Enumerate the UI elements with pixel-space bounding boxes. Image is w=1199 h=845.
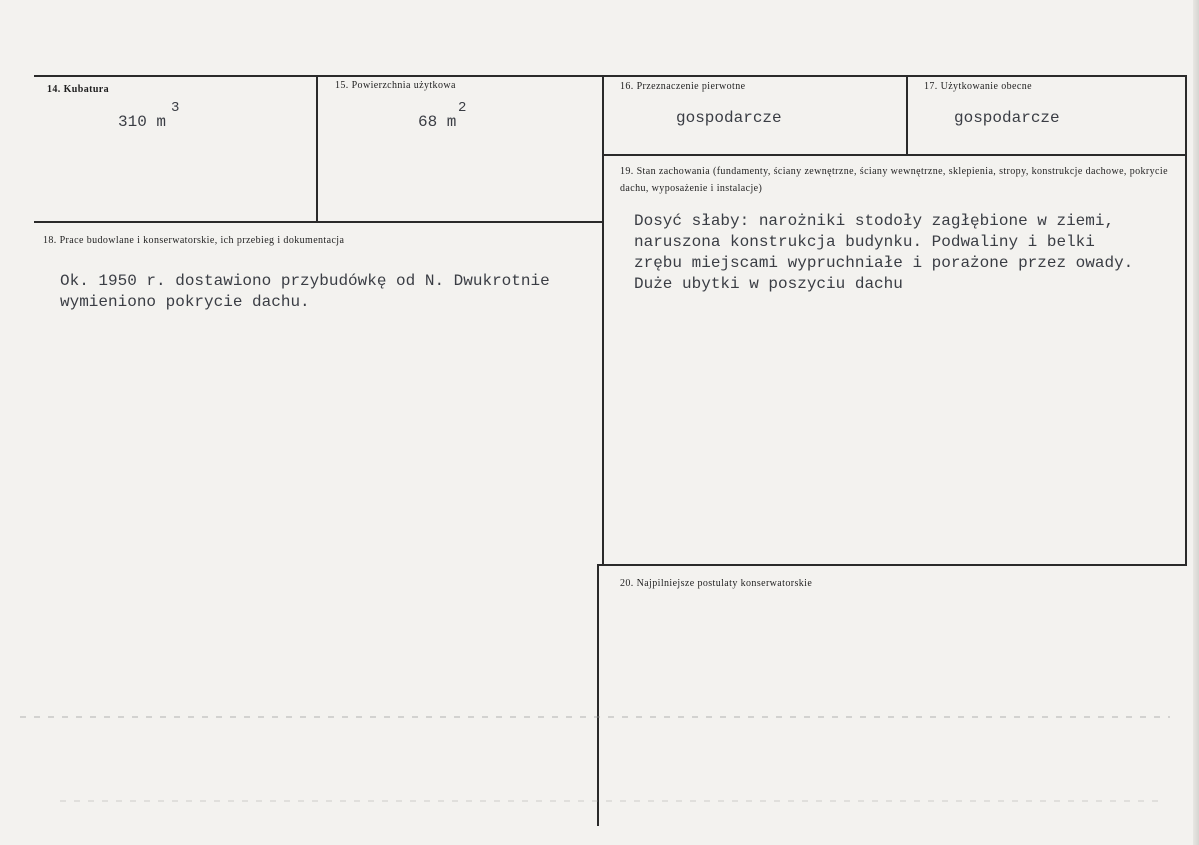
field-19-label: 19. Stan zachowania (fundamenty, ściany zewnętrzne, ściany wewnętrzne, sklepienia, stropy, konstrukcje dachowe, pokrycie dachu, wyposażenie i instalacje) xyxy=(620,166,1168,194)
field-15-value: 68 m xyxy=(418,113,457,131)
field-14-superscript: 3 xyxy=(171,100,180,116)
field-15-label: 15. Powierzchnia użytkowa xyxy=(335,80,456,91)
bleed-through-mark xyxy=(20,716,1170,718)
field-16-value: gospodarcze xyxy=(676,109,782,127)
field-18-label: 18. Prace budowlane i konserwatorskie, ich przebieg i dokumentacja xyxy=(43,235,345,246)
field-16-label: 16. Przeznaczenie pierwotne xyxy=(620,81,746,92)
right-border xyxy=(1185,75,1187,566)
divider-16-17 xyxy=(906,75,908,155)
field-18-value: Ok. 1950 r. dostawiono przybudówkę od N. Dwukrotnie wymieniono pokrycie dachu. xyxy=(60,272,550,311)
rule-under-16-17 xyxy=(602,154,1186,156)
top-rule xyxy=(34,75,1186,77)
field-15-superscript: 2 xyxy=(458,100,467,116)
rule-above-20 xyxy=(598,564,1186,566)
field-17-value: gospodarcze xyxy=(954,109,1060,127)
rule-under-14-15 xyxy=(34,221,604,223)
page-edge xyxy=(1193,0,1199,845)
divider-18-20 xyxy=(597,564,599,826)
divider-left-right xyxy=(602,75,604,565)
field-20-label: 20. Najpilniejsze postulaty konserwatorskie xyxy=(620,578,813,589)
field-19-value: Dosyć słaby: narożniki stodoły zagłębione w ziemi, naruszona konstrukcja budynku. Podwaliny i belki zrębu miejscami wypruchniałe i porażone przez owady. Duże ubytki w poszyciu dachu xyxy=(634,212,1134,293)
field-14-label: 14. Kubatura xyxy=(47,84,110,95)
divider-14-15 xyxy=(316,75,318,222)
bleed-through-mark xyxy=(60,800,1160,802)
field-17-label: 17. Użytkowanie obecne xyxy=(924,81,1032,92)
field-14-value: 310 m xyxy=(118,113,167,131)
